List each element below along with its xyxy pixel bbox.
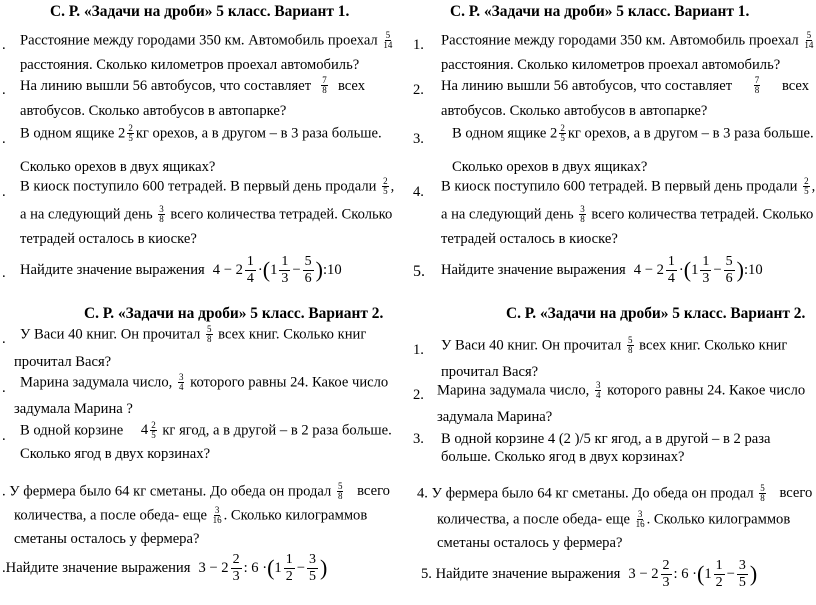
right-v1-task2-line1 <box>441 76 809 96</box>
task-text: всего <box>779 485 813 502</box>
left-v2-task3-number: . <box>2 428 6 444</box>
fraction: $\frac{5}{8}$ <box>337 481 343 502</box>
left-v1-task4-line3: тетрадей осталось в киоске? <box>20 231 197 247</box>
left-v1-task4-line2 <box>20 205 392 225</box>
left-v2-task2-line2: задумала Марина ? <box>14 401 133 417</box>
left-v1-task4-number: . <box>2 184 6 200</box>
fraction: $\frac{3}{16}$ <box>635 509 645 530</box>
fraction: $\frac{7}{8}$ <box>754 75 760 96</box>
task-text: На линию вышли 56 автобусов, что составляет <box>20 77 312 94</box>
task-text: всех книг. Сколько книг <box>639 337 788 354</box>
left-v1-task5-line <box>20 248 342 292</box>
right-v1-task4-number: 4. <box>413 184 424 200</box>
expression: 3 − 2 $\frac{2}{3}$ : 6 · ( 1 $\frac{1}{2}$ − $\frac{3}{5}$ ) <box>198 552 328 584</box>
task-text: В киоск поступило 600 тетрадей. В первый день продали <box>20 178 377 195</box>
task-text: всего количества тетрадей. Сколько <box>591 206 814 223</box>
fraction: $\frac{5}{8}$ <box>628 335 633 356</box>
fraction: $\frac{3}{16}$ <box>212 505 222 526</box>
v2-right-title: С. Р. «Задачи на дроби» 5 класс. Вариант 2. <box>506 305 806 322</box>
fraction: $\frac{3}{4}$ <box>178 372 184 393</box>
fraction: $\frac{3}{8}$ <box>580 204 585 225</box>
task-text: которого равны 24. Какое число <box>190 374 389 391</box>
task-text: всех <box>337 77 365 94</box>
left-v1-task5-number: . <box>2 265 6 281</box>
whole-part: 4 <box>140 422 149 439</box>
task-text: . Сколько килограммов <box>223 507 368 524</box>
right-v2-task2-line1 <box>437 381 805 401</box>
expression: 4 − 2 $\frac{1}{4}$ · ( 1 $\frac{1}{3}$ − $\frac{5}{6}$ ) :10 <box>633 254 763 286</box>
task-text: В одном ящике <box>452 125 547 142</box>
left-v2-task3-line2: Сколько ягод в двух корзинах? <box>20 446 211 462</box>
right-v1-task5-line <box>441 248 763 292</box>
right-v2-task4-line1: 4. У фермера было 64 кг сметаны. До обеда он продал $\frac{5}{8}$ всего <box>417 483 813 504</box>
expression: 4 − 2 $\frac{1}{4}$ · ( 1 $\frac{1}{3}$ − $\frac{5}{6}$ ) :10 <box>212 254 342 286</box>
right-v1-task3-line1 <box>452 124 814 144</box>
fraction: $\frac{2}{5}$ <box>560 123 565 144</box>
task-text: Расстояние между городами 350 км. Автомобиль проехал <box>20 32 378 49</box>
fraction: $\frac{5}{14}$ <box>804 30 814 51</box>
right-v1-task1-number: 1. <box>413 37 424 53</box>
v1-right-title: С. Р. «Задачи на дроби» 5 класс. Вариант 1. <box>450 3 750 20</box>
left-v2-task2-line1 <box>20 373 388 393</box>
right-v1-task4-line1: В киоск поступило 600 тетрадей. В первый день продали $\frac{2}{5}$ , <box>441 176 816 197</box>
task-text: количества, а после обеда- еще <box>437 511 630 528</box>
task-text: количества, а после обеда- еще <box>14 507 207 524</box>
left-v1-task3-line2: Сколько орехов в двух ящиках? <box>20 159 216 175</box>
right-v1-task2-number: 2. <box>413 82 424 98</box>
left-v1-task2-line2: автобусов. Сколько автобусов в автопарке? <box>20 103 287 119</box>
fraction: $\frac{3}{8}$ <box>159 204 164 225</box>
left-v2-task1-number: . <box>2 331 6 347</box>
left-v1-task1-line1 <box>20 31 394 51</box>
left-v2-task5-line: . Найдите значение выражения 3 − 2 $\frac{2}{3}$ : 6 · ( 1 $\frac{1}{2}$ − $\frac{3}{5}$ ) <box>2 552 328 584</box>
v2-left-title: С. Р. «Задачи на дроби» 5 класс. Вариант 2. <box>84 305 384 322</box>
task-text: У фермера было 64 кг сметаны. До обеда он продал <box>9 483 332 500</box>
left-v2-task2-number: . <box>2 380 6 396</box>
task-text: всего количества тетрадей. Сколько <box>170 206 393 223</box>
right-v1-task3-line2: Сколько орехов в двух ящиках? <box>452 159 648 175</box>
fraction: $\frac{7}{8}$ <box>322 75 327 96</box>
task-text: кг ягод, а в другой – в 2 раза больше. <box>162 422 392 439</box>
task-text: а на следующий день <box>441 206 574 223</box>
right-v1-task1-line2: расстояния. Сколько километров проехал автомобиль? <box>441 57 781 73</box>
right-v2-task1-line2: прочитал Вася? <box>441 364 539 380</box>
left-v2-task4-line2 <box>14 506 367 526</box>
fraction: $\frac{3}{4}$ <box>595 380 601 401</box>
left-v2-task1-line1 <box>20 325 366 345</box>
task-text: которого равны 24. Какое число <box>607 382 806 399</box>
task-text: Найдите значение выражения <box>20 261 205 278</box>
task-text: Найдите значение выражения <box>441 261 626 278</box>
task-text: Расстояние между городами 350 км. Автомобиль проехал <box>441 32 799 49</box>
right-v1-task2-line2: автобусов. Сколько автобусов в автопарке? <box>441 103 708 119</box>
right-v1-task4-line2 <box>441 205 813 225</box>
fraction: $\frac{2}{5}$ <box>804 176 809 197</box>
task-text: Найдите значение выражения <box>5 559 191 576</box>
right-v2-task4-line3: сметаны осталось у фермера? <box>437 535 623 551</box>
right-v1-task3-number: 3. <box>413 131 424 147</box>
whole-part: 2 <box>550 125 558 142</box>
right-v2-task3-number: 3. <box>413 431 424 447</box>
task-text: кг орехов, а в другом – в 3 раза больше. <box>567 125 814 142</box>
left-v1-task4-line1: В киоск поступило 600 тетрадей. В первый день продали $\frac{2}{5}$ , <box>20 176 395 197</box>
task-text: . Сколько килограммов <box>646 511 791 528</box>
task-text: Найдите значение выражения <box>435 565 621 582</box>
left-v2-task3-line1 <box>20 421 392 441</box>
v1-left-title: С. Р. «Задачи на дроби» 5 класс. Вариант 1. <box>50 3 350 20</box>
right-v2-task3-line2: больше. Сколько ягод в двух корзинах? <box>441 449 685 465</box>
whole-part: 2 <box>118 125 126 142</box>
task-text: всего <box>357 483 390 500</box>
right-v1-task5-number: 5. <box>413 263 425 280</box>
task-text: У Васи 40 книг. Он прочитал <box>20 326 201 343</box>
left-v2-task4-line1: . У фермера было 64 кг сметаны. До обеда он продал $\frac{5}{8}$ всего <box>2 481 390 502</box>
task-text: В одной корзине <box>20 422 124 439</box>
expression: 3 − 2 $\frac{2}{3}$ : 6 · ( 1 $\frac{1}{2}$ − $\frac{3}{5}$ ) <box>628 558 758 590</box>
left-v1-task2-line1 <box>20 76 365 96</box>
fraction: $\frac{5}{8}$ <box>207 324 212 345</box>
task-text: всех <box>781 77 809 94</box>
right-v1-task4-line3: тетрадей осталось в киоске? <box>441 231 618 247</box>
task-text: На линию вышли 56 автобусов, что составляет <box>441 77 733 94</box>
left-v1-task1-number: . <box>2 37 6 53</box>
task-text: У фермера было 64 кг сметаны. До обеда он продал <box>431 485 754 502</box>
right-v2-task1-number: 1. <box>413 342 424 358</box>
task-text: кг орехов, а в другом – в 3 раза больше. <box>135 125 382 142</box>
left-v2-task4-line3: сметаны осталось у фермера? <box>14 531 200 547</box>
left-v1-task3-line1 <box>20 124 382 144</box>
left-v1-task3-number: . <box>2 131 6 147</box>
fraction: $\frac{2}{5}$ <box>128 123 133 144</box>
fraction: $\frac{5}{14}$ <box>383 30 393 51</box>
task-text: Марина задумала число, <box>437 382 590 399</box>
fraction: $\frac{5}{8}$ <box>760 483 765 504</box>
task-text: всех книг. Сколько книг <box>218 326 367 343</box>
left-v2-task1-line2: прочитал Вася? <box>14 354 112 370</box>
left-v1-task1-line2: расстояния. Сколько километров проехал автомобиль? <box>20 57 360 73</box>
task-text: Марина задумала число, <box>20 374 173 391</box>
right-v1-task1-line1 <box>441 31 815 51</box>
task-text: а на следующий день <box>20 206 153 223</box>
task-text: У Васи 40 книг. Он прочитал <box>441 337 622 354</box>
task-text: В киоск поступило 600 тетрадей. В первый день продали <box>441 178 798 195</box>
right-v2-task2-number: 2. <box>413 387 424 403</box>
right-v2-task2-line2: задумала Марина? <box>437 409 553 425</box>
left-v1-task2-number: . <box>2 82 6 98</box>
right-v2-task4-line2 <box>437 510 790 530</box>
task-text: В одном ящике <box>20 125 115 142</box>
right-v2-task5-line: 5. Найдите значение выражения 3 − 2 $\frac{2}{3}$ : 6 · ( 1 $\frac{1}{2}$ − $\frac{3}{5}$ ) <box>421 558 758 590</box>
right-v2-task3-line1: В одной корзине 4 (2 )/5 кг ягод, а в другой – в 2 раза <box>441 431 771 447</box>
fraction: $\frac{2}{5}$ <box>383 176 388 197</box>
fraction: $\frac{2}{5}$ <box>151 420 156 441</box>
right-v2-task1-line1 <box>441 336 787 356</box>
